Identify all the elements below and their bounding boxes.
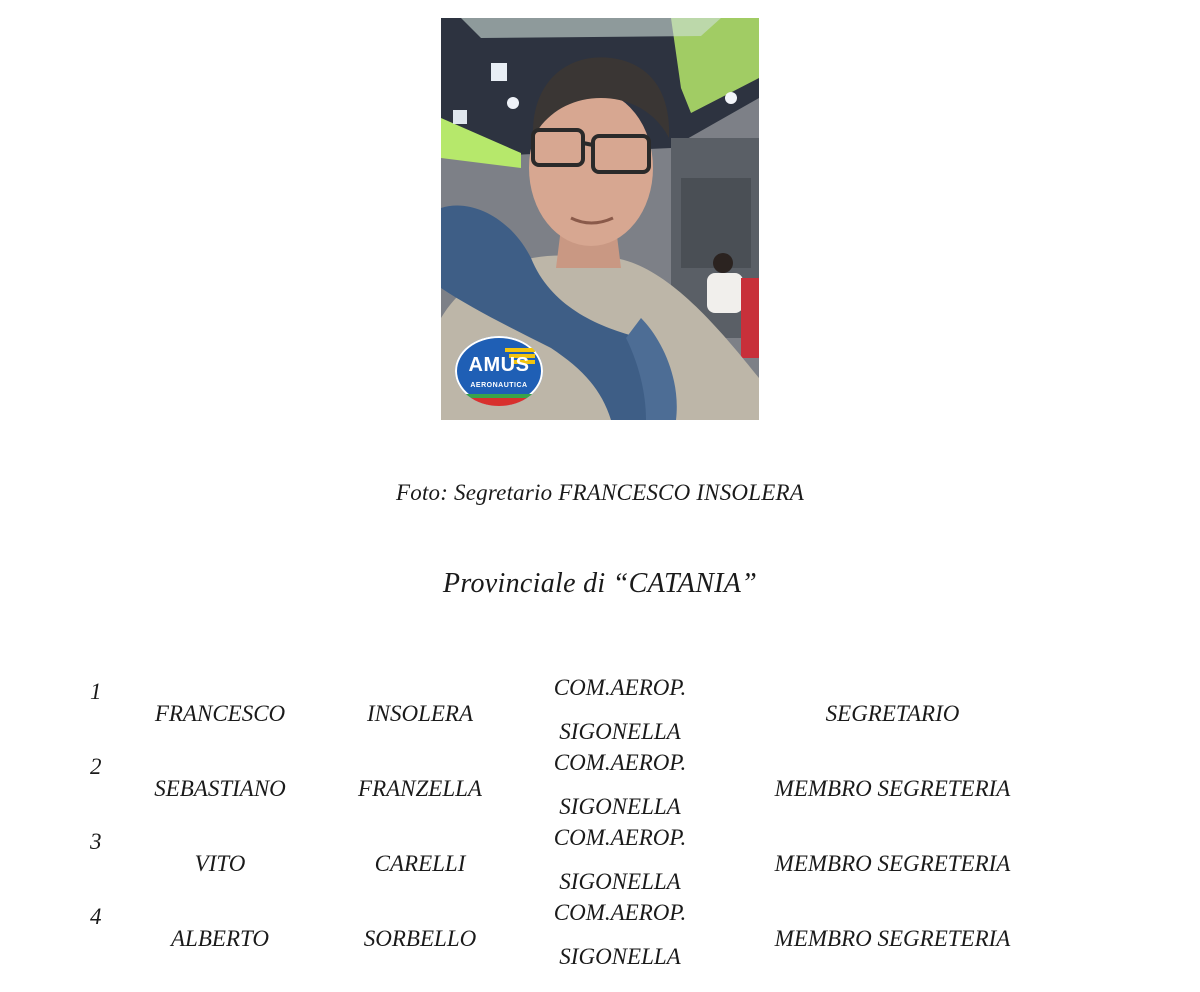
member-first-name: VITO <box>194 851 246 876</box>
member-first-name: FRANCESCO <box>154 701 286 726</box>
member-unit-line2: SIGONELLA <box>559 794 681 819</box>
amus-badge-logo <box>455 336 543 406</box>
member-last-name: SORBELLO <box>363 926 477 951</box>
member-number: 4 <box>90 904 102 929</box>
member-last-name: CARELLI <box>374 851 466 876</box>
section-heading: Provinciale di “CATANIA” <box>442 568 758 599</box>
member-first-name: ALBERTO <box>171 926 269 951</box>
member-unit-line1: COM.AEROP. <box>553 825 687 850</box>
member-unit-line2: SIGONELLA <box>559 719 681 744</box>
member-row <box>0 675 1200 750</box>
member-unit-line2: SIGONELLA <box>559 869 681 894</box>
member-first-name: SEBASTIANO <box>154 776 286 801</box>
amus-badge-text: AMUS <box>468 354 530 376</box>
member-role: MEMBRO SEGRETERIA <box>774 776 1011 801</box>
member-row <box>0 900 1200 975</box>
member-number: 1 <box>90 679 102 704</box>
member-number: 2 <box>90 754 102 779</box>
member-role: MEMBRO SEGRETERIA <box>774 926 1011 951</box>
photo-caption: Foto: Segretario FRANCESCO INSOLERA <box>396 480 804 505</box>
member-row <box>0 750 1200 825</box>
secretary-photo <box>441 18 759 420</box>
member-role: MEMBRO SEGRETERIA <box>774 851 1011 876</box>
member-last-name: INSOLERA <box>366 701 474 726</box>
amus-badge-subtext: AERONAUTICA <box>470 382 528 389</box>
member-row <box>0 825 1200 900</box>
member-unit-line1: COM.AEROP. <box>553 750 687 775</box>
member-unit-line2: SIGONELLA <box>559 944 681 969</box>
member-last-name: FRANZELLA <box>358 776 482 801</box>
member-role: SEGRETARIO <box>825 701 960 726</box>
member-unit-line1: COM.AEROP. <box>553 675 687 700</box>
member-number: 3 <box>90 829 102 854</box>
member-unit-line1: COM.AEROP. <box>553 900 687 925</box>
